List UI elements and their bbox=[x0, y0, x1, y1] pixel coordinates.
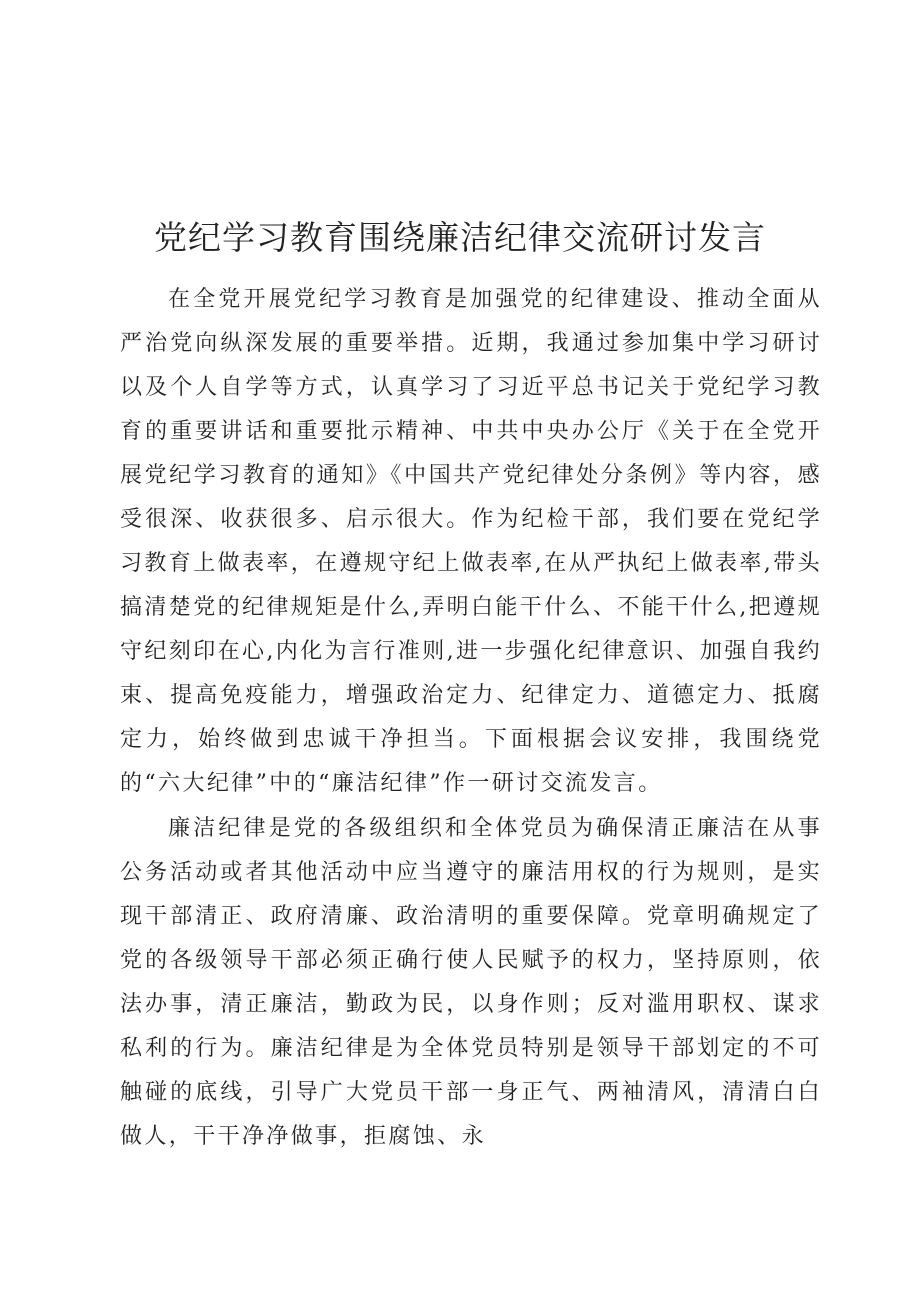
paragraph-integrity-discipline: 廉洁纪律是党的各级组织和全体党员为确保清正廉洁在从事公务活动或者其他活动中应当遵守的廉洁用权的行为规则，是实现干部清正、政府清廉、政治清明的重要保障。党章明确规定了党的各级领导干部必须正确行使人民赋予的权力，坚持原则，依法办事，清正廉洁，勤政为民，以身作则；反对滥用职权、谋求私利的行为。廉洁纪律是为全体党员特别是领导干部划定的不可触碰的底线，引导广大党员干部一身正气、两袖清风，清清白白做人，干干净净做事，拒腐蚀、永 bbox=[120, 816, 822, 1149]
document-body bbox=[120, 278, 822, 1160]
paragraph-intro: 在全党开展党纪学习教育是加强党的纪律建设、推动全面从严治党向纵深发展的重要举措。近期，我通过参加集中学习研讨以及个人自学等方式，认真学习了习近平总书记关于党纪学习教育的重要讲话和重要批示精神、中共中央办公厅《关于在全党开展党纪学习教育的通知》《中国共产党纪律处分条例》等内容，感受很深、收获很多、启示很大。作为纪检干部，我们要在党纪学习教育上做表率，在遵规守纪上做表率,在从严执纪上做表率,带头搞清楚党的纪律规矩是什么,弄明白能干什么、不能干什么,把遵规守纪刻印在心,内化为言行准则,进一步强化纪律意识、加强自我约束、提高免疫能力，增强政治定力、纪律定力、道德定力、抵腐定力，始终做到忠诚干净担当。下面根据会议安排，我围绕党的“六大纪律”中的“廉洁纪律”作一研讨交流发言。 bbox=[120, 287, 822, 796]
document-title: 党纪学习教育围绕廉洁纪律交流研讨发言 bbox=[154, 218, 766, 257]
